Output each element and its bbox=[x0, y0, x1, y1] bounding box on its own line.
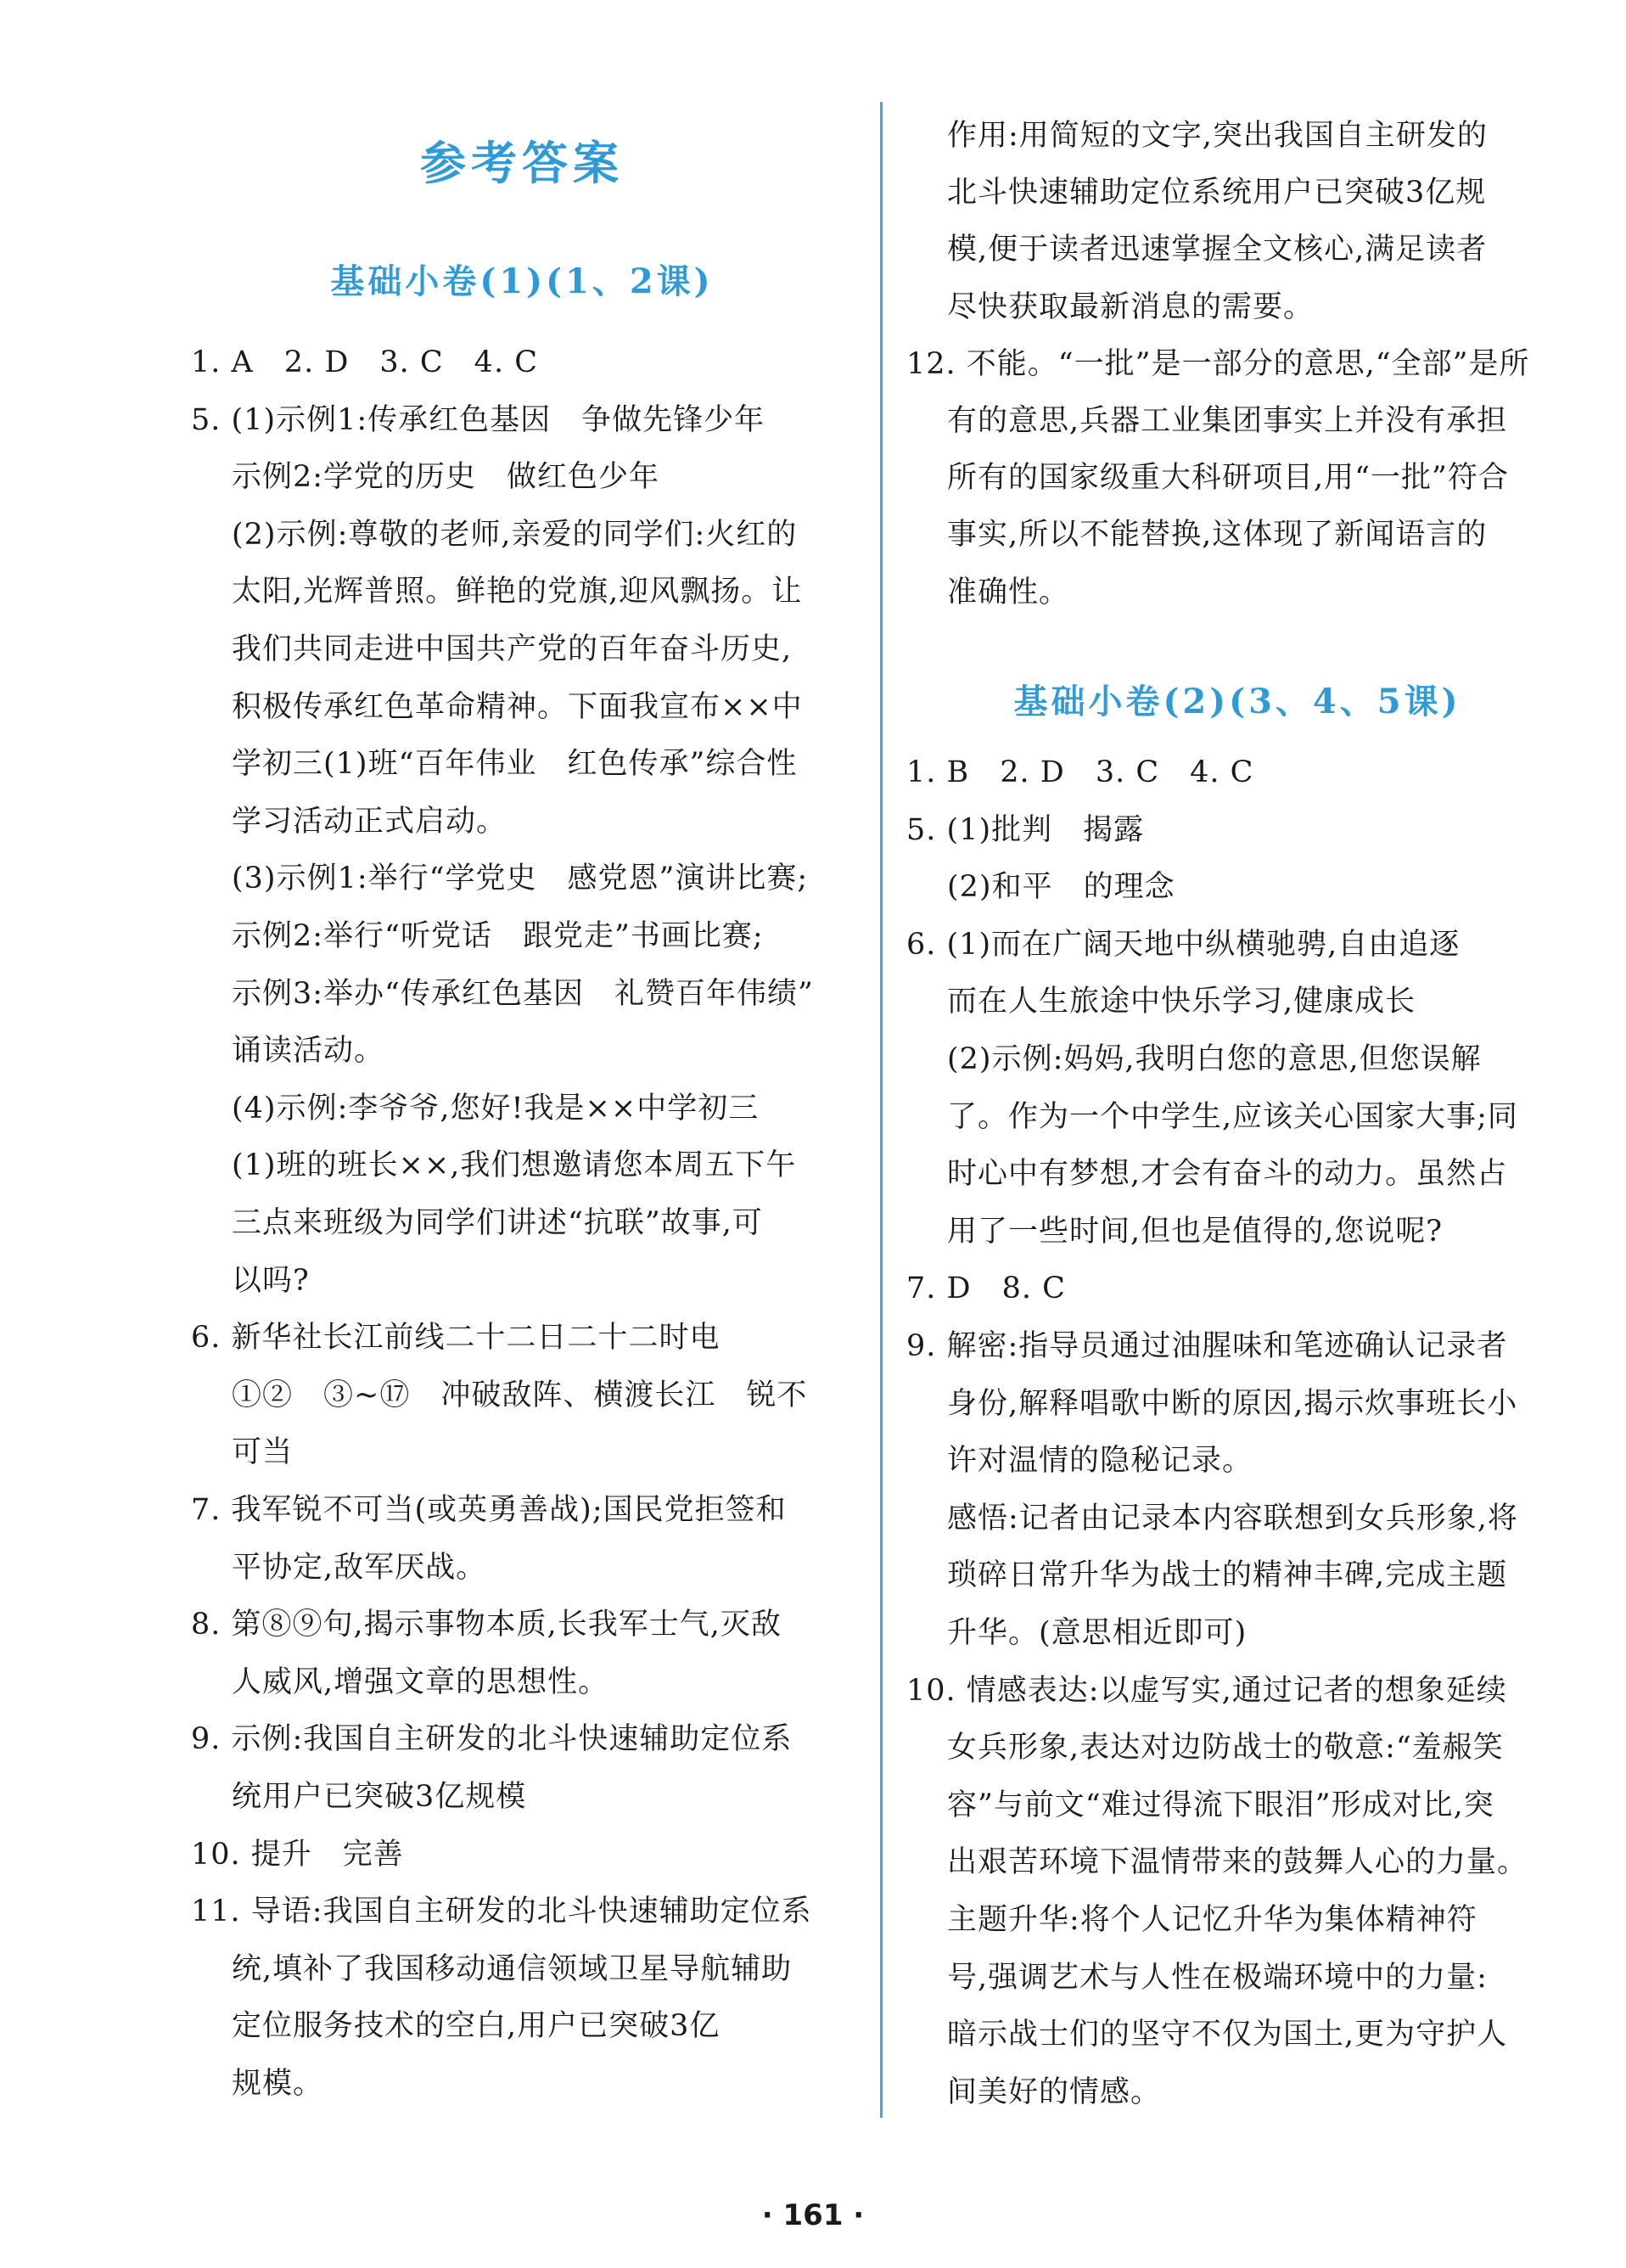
answer-line: 9. 示例:我国自主研发的北斗快速辅助定位系 bbox=[191, 1722, 793, 1757]
answer-line: 尽快获取最新消息的需要。 bbox=[947, 289, 1315, 324]
answer-line: 准确性。 bbox=[947, 575, 1070, 609]
answer-line: 了。作为一个中学生,应该关心国家大事;同 bbox=[947, 1099, 1518, 1134]
answer-line: 用了一些时间,但也是值得的,您说呢? bbox=[947, 1214, 1444, 1249]
answer-line: 学初三(1)班“百年伟业 红色传承”综合性 bbox=[232, 747, 798, 782]
answer-line: 10. 提升 完善 bbox=[191, 1837, 404, 1872]
answer-line: 10. 情感表达:以虚写实,通过记者的想象延续 bbox=[906, 1673, 1507, 1708]
answer-line: 模,便于读者迅速掌握全文核心,满足读者 bbox=[947, 233, 1488, 267]
answer-line: 人威风,增强文章的思想性。 bbox=[232, 1665, 609, 1699]
answer-line: 9. 解密:指导员通过油腥味和笔迹确认记录者 bbox=[906, 1329, 1508, 1363]
answer-line: 女兵形象,表达对边防战士的敬意:“羞赧笑 bbox=[947, 1731, 1504, 1766]
answer-line: 北斗快速辅助定位系统用户已突破3亿规 bbox=[947, 176, 1487, 211]
answer-line: 5. (1)批判 揭露 bbox=[906, 812, 1145, 847]
answer-line: 学习活动正式启动。 bbox=[232, 804, 507, 839]
answer-line: 而在人生旅途中快乐学习,健康成长 bbox=[947, 985, 1416, 1019]
answer-line: 5. (1)示例1:传承红色基因 争做先锋少年 bbox=[191, 402, 765, 437]
answer-line: 三点来班级为同学们讲述“抗联”故事,可 bbox=[232, 1206, 763, 1240]
column-divider bbox=[880, 102, 883, 2118]
section-title-1: 基础小卷(1)(1、2课) bbox=[330, 261, 714, 301]
answer-line: 主题升华:将个人记忆升华为集体精神符 bbox=[947, 1903, 1477, 1937]
answer-line: 太阳,光辉普照。鲜艳的党旗,迎风飘扬。让 bbox=[232, 575, 803, 609]
answer-line: 12. 不能。“一批”是一部分的意思,“全部”是所 bbox=[906, 346, 1530, 381]
answer-line: 示例2:举行“听党话 跟党走”书画比赛; bbox=[232, 919, 764, 953]
answer-line: 身份,解释唱歌中断的原因,揭示炊事班长小 bbox=[947, 1386, 1518, 1421]
answer-line: 作用:用简短的文字,突出我国自主研发的 bbox=[947, 119, 1488, 153]
answer-line: 统,填补了我国移动通信领域卫星导航辅助 bbox=[232, 1951, 793, 1986]
answer-line: 平协定,敌军厌战。 bbox=[232, 1550, 487, 1585]
answer-line: 琐碎日常升华为战士的精神丰碑,完成主题 bbox=[947, 1558, 1508, 1593]
answer-line: 许对温情的隐秘记录。 bbox=[947, 1444, 1253, 1479]
answer-line: (3)示例1:举行“学党史 感党恩”演讲比赛; bbox=[232, 862, 809, 896]
answer-line: 事实,所以不能替换,这体现了新闻语言的 bbox=[947, 518, 1488, 553]
answer-line: ①② ③~⑰ 冲破敌阵、横渡长江 锐不 bbox=[232, 1378, 808, 1412]
answer-line: 有的意思,兵器工业集团事实上并没有承担 bbox=[947, 404, 1508, 438]
answer-line: (2)示例:尊敬的老师,亲爱的同学们:火红的 bbox=[232, 517, 798, 552]
answer-line: 6. 新华社长江前线二十二日二十二时电 bbox=[191, 1321, 720, 1356]
answer-line: 统用户已突破3亿规模 bbox=[232, 1780, 527, 1814]
answer-line: 规模。 bbox=[232, 2067, 324, 2101]
answer-line: 示例3:举办“传承红色基因 礼赞百年伟绩” bbox=[232, 976, 814, 1011]
answer-line: 号,强调艺术与人性在极端环境中的力量: bbox=[947, 1960, 1488, 1995]
section-title-2: 基础小卷(2)(3、4、5课) bbox=[1013, 682, 1461, 721]
answer-line: (2)示例:妈妈,我明白您的意思,但您误解 bbox=[947, 1042, 1482, 1076]
answer-line: 可当 bbox=[232, 1435, 294, 1470]
answer-line: 11. 导语:我国自主研发的北斗快速辅助定位系 bbox=[191, 1895, 812, 1929]
answer-line: 诵读活动。 bbox=[232, 1034, 385, 1069]
answer-line: 以吗? bbox=[232, 1263, 310, 1298]
answer-line: 我们共同走进中国共产党的百年奋斗历史, bbox=[232, 632, 793, 666]
page-number: · 161 · bbox=[761, 2198, 865, 2232]
answer-line: (1)班的班长××,我们想邀请您本周五下午 bbox=[232, 1148, 797, 1183]
answer-line: 1. A 2. D 3. C 4. C bbox=[191, 345, 538, 379]
answer-line: 7. 我军锐不可当(或英勇善战);国民党拒签和 bbox=[191, 1493, 787, 1527]
answer-line: 出艰苦环境下温情带来的鼓舞人心的力量。 bbox=[947, 1845, 1528, 1880]
answer-line: 所有的国家级重大科研项目,用“一批”符合 bbox=[947, 461, 1509, 496]
answer-line: 8. 第⑧⑨句,揭示事物本质,长我军士气,灭敌 bbox=[191, 1608, 782, 1642]
answer-line: 7. D 8. C bbox=[906, 1272, 1066, 1306]
answer-line: 6. (1)而在广阔天地中纵横驰骋,自由追逐 bbox=[906, 927, 1461, 962]
answer-line: 容”与前文“难过得流下眼泪”形成对比,突 bbox=[947, 1788, 1494, 1822]
page-title: 参考答案 bbox=[420, 137, 624, 190]
answer-line: 升华。(意思相近即可) bbox=[947, 1616, 1248, 1650]
answer-line: 间美好的情感。 bbox=[947, 2074, 1162, 2109]
answer-line: (2)和平 的理念 bbox=[947, 870, 1175, 905]
answer-line: 示例2:学党的历史 做红色少年 bbox=[232, 460, 660, 495]
answer-line: (4)示例:李爷爷,您好!我是××中学初三 bbox=[232, 1091, 760, 1126]
answer-line: 暗示战士们的坚守不仅为国土,更为守护人 bbox=[947, 2018, 1508, 2052]
answer-line: 感悟:记者由记录本内容联想到女兵形象,将 bbox=[947, 1501, 1518, 1535]
answer-line: 定位服务技术的空白,用户已突破3亿 bbox=[232, 2009, 720, 2044]
answer-line: 积极传承红色革命精神。下面我宣布××中 bbox=[232, 689, 803, 724]
answer-line: 时心中有梦想,才会有奋斗的动力。虽然占 bbox=[947, 1157, 1508, 1192]
answer-line: 1. B 2. D 3. C 4. C bbox=[906, 755, 1254, 789]
